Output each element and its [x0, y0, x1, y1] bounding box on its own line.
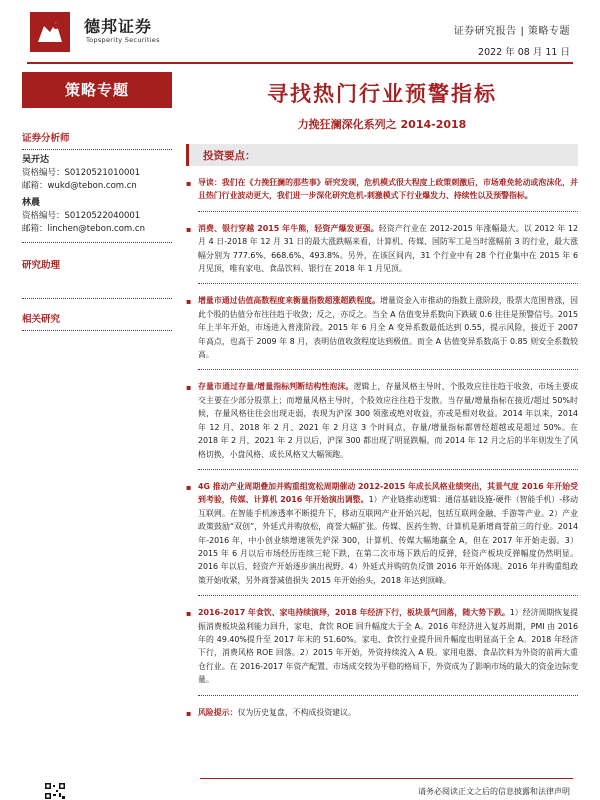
category-banner: 策略专题 — [22, 72, 172, 108]
paragraph-body: 1）产业链推动逻辑：通信基础设施-硬件（智能手机）-移动互联网。在智能手机渗透率不断提升下，移动互联网产业开始兴起，包括互联网金融、手游等产业。2）产业政策鼓励“双创”，外延式并购放松，商誉大幅扩张。传媒、医药生物、计算机是新增商誉前三的行业。2014 年-2016 年，中小创业绩增速领先沪深 300，计算机、传媒大幅地赢全 A，但在 2017 年开始走弱。3）2015 年 6 月以后市场经历连续三轮下跌，在第二次市场下跌后的反弹，轻资产板块反弹幅度仍然明显。2016 年以后，轻资产开始逐步演出视野。4）外延式并购的负反馈 2016 年开始体现。2016 年并购重组政策开始收紧，另外商誉减值损失 2015 年开始抬头，2018 年达到顶峰。 — [198, 495, 578, 585]
analyst-name: 吴开达 — [22, 155, 50, 165]
paragraph-divider — [198, 369, 578, 370]
paragraph-lead: 4G 推动产业周期叠加并购重组宽松周期催动 2012-2015 年成长风格业绩突出，其景气度 2016 年开始受到考验，传媒、计算机 2016 年开始演出调整。 — [198, 481, 578, 505]
list-item — [186, 480, 578, 587]
sidebar — [22, 72, 174, 331]
paragraph-lead: 风险提示： — [198, 707, 238, 717]
tebon-logo-icon — [30, 12, 70, 52]
paragraph-divider — [198, 283, 578, 284]
header-divider — [27, 62, 573, 64]
key-points-header — [186, 144, 578, 166]
paragraph-body: 轻资产行业在 2012-2015 年涨幅最大。以 2012 年 12 月 4 日-2018 年 12 月 31 日的最大涨跌幅来看，计算机、传媒、国防军工是当时涨幅前 3 的行业，最大涨幅分别为 777.6%、668.6%、493.8%。另外，在该区间内，31 个行业中有 28 个行业集中在 2015 年 6 月见顶，唯有家电、食品饮料、银行在 2018 年 1 月见顶。 — [198, 223, 578, 274]
section-divider — [22, 330, 172, 331]
analyst-section-title: 证券分析师 — [22, 133, 70, 144]
section-divider — [22, 149, 172, 150]
assistant-section-title: 研究助理 — [22, 260, 61, 271]
bullet-icon: ▪ — [186, 609, 192, 619]
list-item — [186, 294, 578, 361]
analyst-cert: 资格编号：S0120522040001 — [22, 211, 141, 221]
logo-text-en: Topsperity Securities — [86, 36, 160, 44]
analyst-email[interactable]: 邮箱：wukd@tebon.com.cn — [22, 181, 137, 191]
key-points-label: 投资要点： — [203, 150, 256, 162]
list-item — [186, 176, 578, 203]
paragraph-body: 增量资金入市推动的指数上涨阶段，股票大范围普涨，因此个股的估值分布往往趋于收敛；反之，亦反之。当全 A 估值变异系数向下跌破 0.6 往往是预警信号。2015 年上半年开始，市场进入普涨阶段。2015 年 6 月全 A 变异系数最低达到 0.55，提示风险，接近于 2007 年高点，也高于 2009 年 8 月，表明估值收敛程度达到极值。而全 A 估值变异系数高于 0.85 则安全系数较高。 — [198, 296, 578, 360]
qr-code-icon — [44, 782, 66, 800]
related-research-title: 相关研究 — [22, 314, 61, 325]
analyst-email[interactable]: 邮箱：linchen@tebon.com.cn — [22, 224, 145, 234]
paragraph-lead: 导读：我们在《力挽狂澜的那些事》研究发现，危机模式很大程度上政策刺激后，市场难免轮动或泡沫化，并且热门行业波动更大，我们进一步深化研究危机-刺激模式下行业爆发力、持续性以及预警指标。 — [198, 178, 578, 201]
list-item — [186, 606, 578, 686]
bullet-icon: ▪ — [186, 708, 192, 718]
list-item — [186, 222, 578, 276]
bullet-icon: ▪ — [186, 383, 192, 393]
analyst-card — [22, 197, 174, 236]
page-subtitle: 力挽狂澜深化系列之 2014-2018 — [297, 118, 467, 131]
disclaimer-note: 请务必阅读正文之后的信息披露和法律声明 — [418, 787, 570, 796]
analyst-cert: 资格编号：S0120521010001 — [22, 168, 141, 178]
bullet-icon: ▪ — [186, 297, 192, 307]
page-footer — [0, 772, 600, 800]
list-item — [186, 380, 578, 460]
paragraph-lead: 消费、银行穿越 2015 年牛熊，轻资产爆发更强。 — [198, 223, 379, 233]
paragraph-body: 逻辑上，存量风格主导时，个股效应往往趋于收敛，市场主要成交主要在少部分股票上；而增量风格主导时，个股效应往往趋于发散。当存量/增量指标在接近/超过 50%时候，存量风格往往会出现走弱，表现为沪深 300 领涨或绝对收益，亦或是相对收益。2014 年以来，2014 年 12 月、2018 年 2 月、2021 年 2 月这 3 个时间点，存量/增量指标都曾经超越或是超过 50%。在 2018 年 2 月，2021 年 2 月以后，沪深 300 都出现了明显跌幅，而 2014 年 12 月之后的半年则发生了风格切换，小盘风格、成长风格又大幅领跑。 — [198, 382, 578, 459]
analyst-card — [22, 154, 174, 193]
paragraph-body: 仅为历史复盘，不构成投资建议。 — [237, 707, 356, 717]
paragraph-lead: 增量市通过估值高数程度来衡量指数超涨超跌程度。 — [198, 296, 381, 306]
footer-divider — [200, 778, 573, 779]
page-header — [0, 0, 600, 64]
paragraph-body: 1）经济周期恢复提振消费板块盈利能力回升，家电、食饮 ROE 回升幅度大于全 A。2016 年经济进入复苏周期，PMI 由 2016 年的 49.40%提升至 2017 年末的 51.60%。家电、食饮行业提升回升幅度也明显高于全 A。2018 年经济下行，消费风格 ROE 回落。2）2015 年开始，外资持续流入 A 股。家用电器、食品饮料为外资的前两大重仓行业。在 2016-2017 年资产配置、市场成交较为平稳的格局下，外资成为了影响市场的最大的资金边际变量。 — [198, 608, 578, 685]
report-category: 证券研究报告 | 策略专题 — [453, 26, 570, 37]
paragraph-lead: 2016-2017 年食饮、家电持续演绎，2018 年经济下行，板块景气回落，随大势下跌。 — [198, 608, 510, 618]
paragraph-divider — [198, 595, 578, 596]
paragraph-divider — [198, 211, 578, 212]
section-divider — [22, 242, 172, 243]
key-points-list — [186, 176, 578, 719]
logo-text-cn: 德邦证券 — [84, 17, 153, 36]
page-title: 寻找热门行业预警指标 — [267, 81, 497, 106]
paragraph-divider — [198, 469, 578, 470]
paragraph-divider — [198, 695, 578, 696]
report-date: 2022 年 08 月 11 日 — [478, 47, 570, 58]
bullet-icon: ▪ — [186, 179, 192, 188]
paragraph-lead: 存量市通过存量/增量指标判断结构性泡沫。 — [198, 382, 354, 392]
main-content — [186, 72, 578, 719]
section-divider — [22, 298, 172, 299]
bullet-icon: ▪ — [186, 224, 192, 234]
analyst-name: 林晨 — [22, 198, 41, 208]
bullet-icon: ▪ — [186, 482, 192, 492]
list-item — [186, 706, 578, 719]
